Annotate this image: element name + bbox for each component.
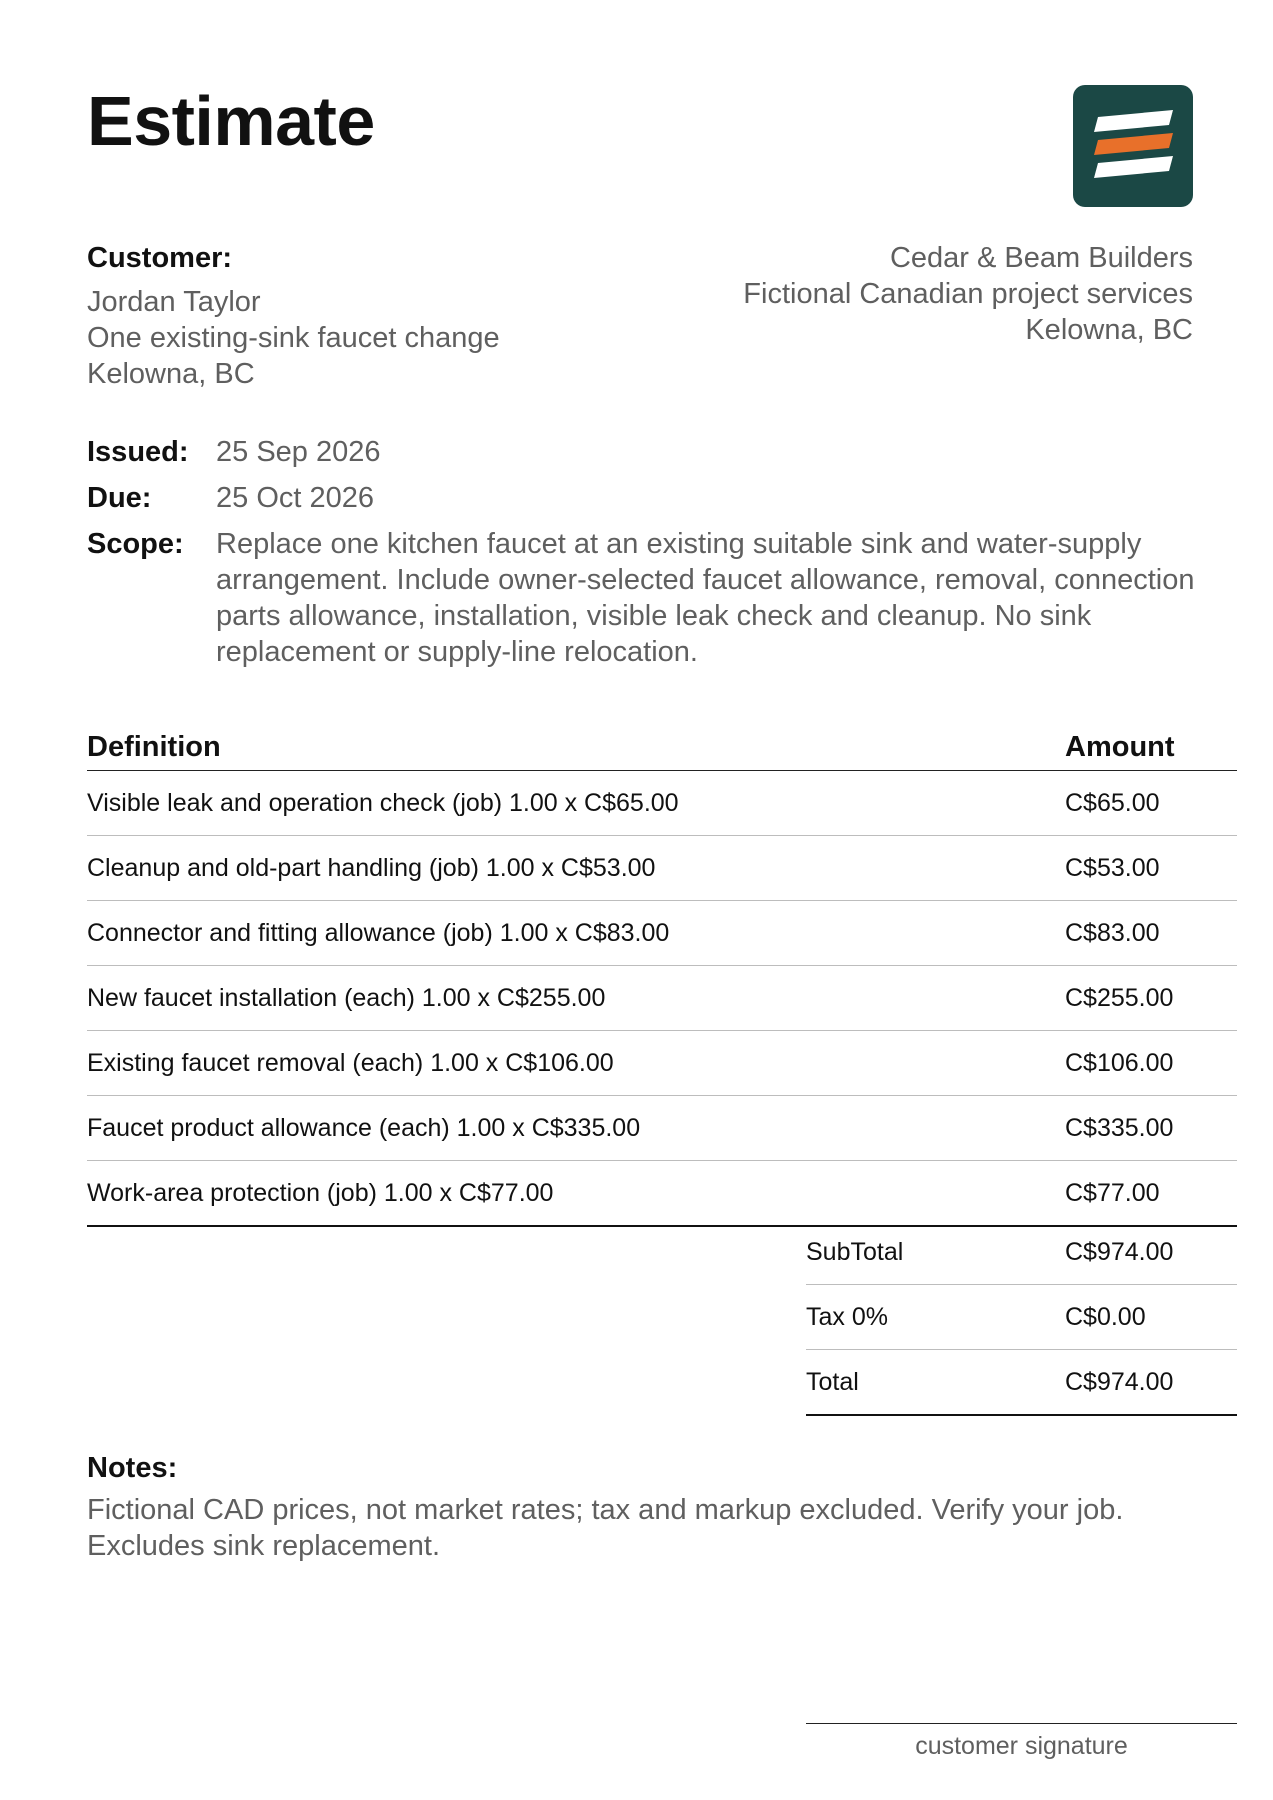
table-row bbox=[87, 966, 1237, 1031]
subtotal-value: C$974.00 bbox=[1065, 1237, 1174, 1266]
total-value: C$974.00 bbox=[1065, 1367, 1174, 1396]
scope-row bbox=[87, 526, 1227, 670]
table-row bbox=[87, 771, 1237, 836]
document-title: Estimate bbox=[87, 82, 375, 160]
tax-value: C$0.00 bbox=[1065, 1302, 1146, 1331]
due-label: Due: bbox=[87, 482, 152, 514]
scope-label: Scope: bbox=[87, 528, 184, 560]
item-definition: Work-area protection (job) 1.00 x C$77.00 bbox=[87, 1178, 554, 1207]
line-items-table bbox=[87, 720, 1237, 1227]
customer-name: Jordan Taylor bbox=[87, 286, 261, 318]
item-definition: New faucet installation (each) 1.00 x C$255.00 bbox=[87, 983, 606, 1012]
tax-label: Tax 0% bbox=[806, 1302, 888, 1331]
company-name: Cedar & Beam Builders bbox=[889, 242, 1193, 274]
item-definition: Existing faucet removal (each) 1.00 x C$106.00 bbox=[87, 1048, 614, 1077]
totals-block bbox=[806, 1220, 1237, 1416]
notes-text: Fictional CAD prices, not market rates; tax and markup excluded. Verify your job. Excludes sink replacement. bbox=[87, 1494, 1124, 1562]
logo-graphic bbox=[1073, 85, 1193, 207]
company-block bbox=[633, 240, 1193, 348]
amount-column-header: Amount bbox=[1065, 731, 1175, 763]
company-location: Kelowna, BC bbox=[1025, 314, 1193, 346]
item-definition: Connector and fitting allowance (job) 1.00 x C$83.00 bbox=[87, 918, 670, 947]
stacked-planks-logo-icon bbox=[1073, 85, 1193, 207]
item-amount: C$65.00 bbox=[1065, 788, 1160, 817]
issued-date: 25 Sep 2026 bbox=[216, 436, 381, 468]
logo-top-plank bbox=[1094, 110, 1173, 132]
company-tagline: Fictional Canadian project services bbox=[743, 278, 1193, 310]
estimate-meta bbox=[87, 434, 1227, 680]
total-row bbox=[806, 1350, 1237, 1416]
logo-middle-plank bbox=[1094, 133, 1173, 155]
table-header bbox=[87, 720, 1237, 771]
item-amount: C$77.00 bbox=[1065, 1178, 1160, 1207]
tax-row bbox=[806, 1285, 1237, 1350]
item-amount: C$335.00 bbox=[1065, 1113, 1174, 1142]
table-row bbox=[87, 1031, 1237, 1096]
customer-project: One existing-sink faucet change bbox=[87, 322, 500, 354]
subtotal-row bbox=[806, 1220, 1237, 1285]
item-amount: C$53.00 bbox=[1065, 853, 1160, 882]
due-row bbox=[87, 480, 1227, 516]
issued-row bbox=[87, 434, 1227, 470]
customer-signature-line bbox=[806, 1723, 1237, 1761]
notes-label: Notes: bbox=[87, 1452, 178, 1484]
signature-label: customer signature bbox=[915, 1732, 1128, 1760]
table-row bbox=[87, 836, 1237, 901]
issued-label: Issued: bbox=[87, 436, 189, 468]
item-definition: Faucet product allowance (each) 1.00 x C$335.00 bbox=[87, 1113, 641, 1142]
item-amount: C$83.00 bbox=[1065, 918, 1160, 947]
table-row bbox=[87, 901, 1237, 966]
table-row bbox=[87, 1096, 1237, 1161]
item-definition: Cleanup and old-part handling (job) 1.00 x C$53.00 bbox=[87, 853, 656, 882]
customer-block bbox=[87, 240, 687, 392]
notes-block bbox=[87, 1450, 1237, 1564]
definition-column-header: Definition bbox=[87, 731, 221, 763]
scope-text: Replace one kitchen faucet at an existing suitable sink and water-supply arrangement. Include owner-selected faucet allowance, removal, connection parts allowance, installation, visible leak check and cleanup. No sink replacement or supply-line relocation. bbox=[216, 528, 1195, 668]
logo-bottom-plank bbox=[1094, 156, 1173, 178]
subtotal-label: SubTotal bbox=[806, 1237, 904, 1266]
item-amount: C$255.00 bbox=[1065, 983, 1174, 1012]
item-amount: C$106.00 bbox=[1065, 1048, 1174, 1077]
due-date: 25 Oct 2026 bbox=[216, 482, 374, 514]
item-definition: Visible leak and operation check (job) 1.00 x C$65.00 bbox=[87, 788, 679, 817]
customer-location: Kelowna, BC bbox=[87, 358, 255, 390]
total-label: Total bbox=[806, 1367, 859, 1396]
customer-label: Customer: bbox=[87, 242, 233, 274]
table-row bbox=[87, 1161, 1237, 1227]
